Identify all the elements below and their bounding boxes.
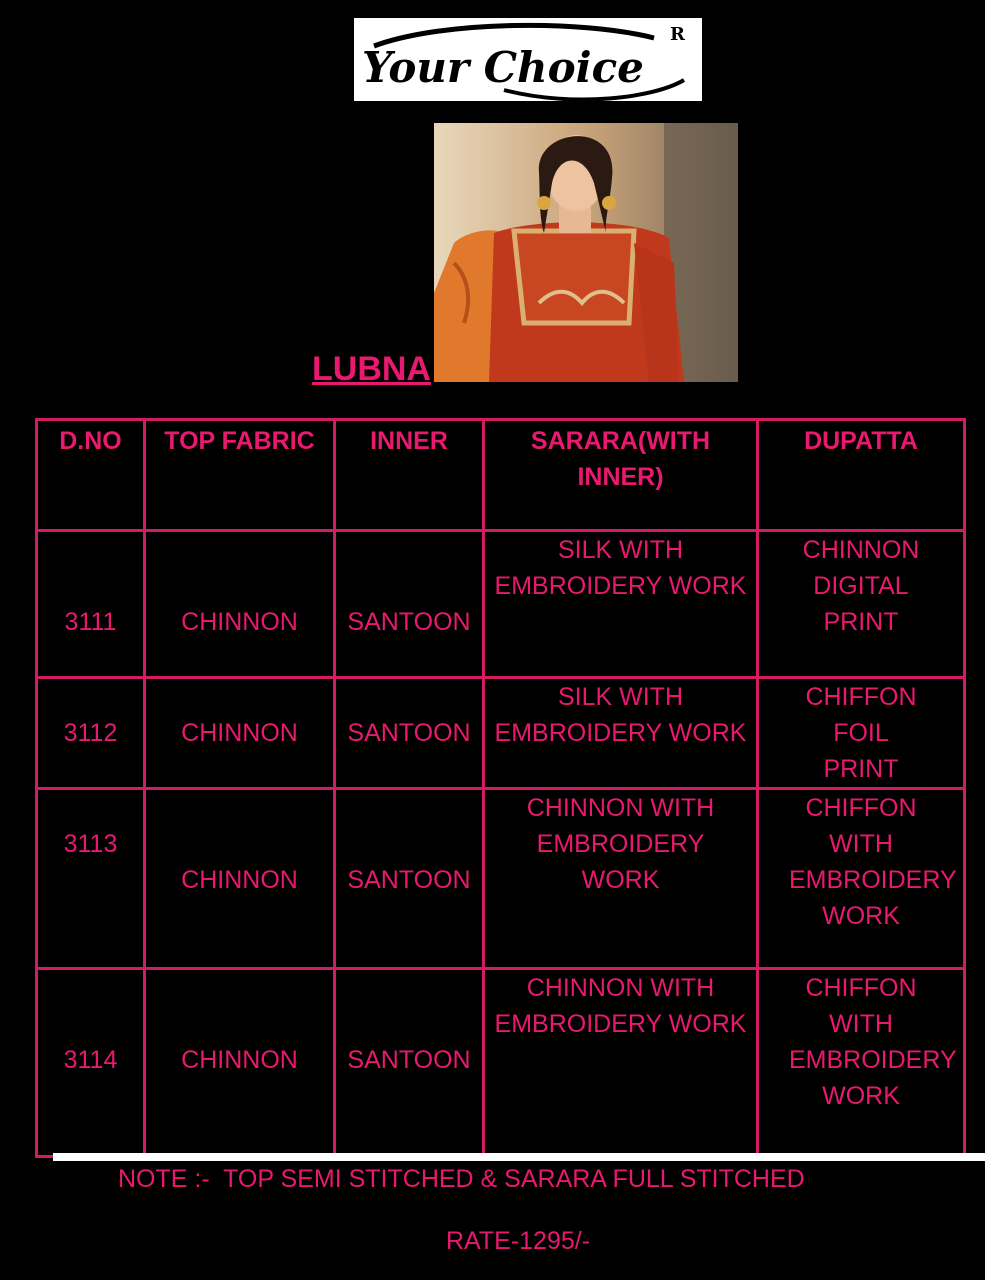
product-title: LUBNA: [312, 350, 431, 388]
cell-dupatta: CHINNON DIGITAL PRINT: [758, 531, 965, 678]
logo-wordmark: Your Choice: [362, 43, 644, 92]
cell-dupatta: CHIFFON WITH EMBROIDERY WORK: [758, 969, 965, 1157]
brand-logo: [354, 18, 702, 101]
divider-bar: [53, 1153, 985, 1161]
cell-sarara: SILK WITH EMBROIDERY WORK: [484, 678, 758, 789]
cell-sarara: SILK WITH EMBROIDERY WORK: [484, 531, 758, 678]
header-inner: INNER: [335, 420, 484, 531]
cell-dno: 3114: [37, 969, 145, 1157]
rate-label: RATE-1295/-: [446, 1227, 591, 1255]
header-sarara: SARARA(WITH INNER): [484, 420, 758, 531]
cell-dupatta: CHIFFON FOIL PRINT: [758, 678, 965, 789]
cell-sarara: CHINNON WITH EMBROIDERY WORK: [484, 789, 758, 969]
cell-sarara: CHINNON WITH EMBROIDERY WORK: [484, 969, 758, 1157]
table-row: [37, 678, 965, 789]
cell-dno: 3113: [37, 789, 145, 969]
stitching-note: NOTE :- TOP SEMI STITCHED & SARARA FULL STITCHED: [118, 1165, 805, 1193]
cell-top-fabric: CHINNON: [145, 969, 335, 1157]
cell-inner: SANTOON: [335, 678, 484, 789]
header-top-fabric: TOP FABRIC: [145, 420, 335, 531]
header-dupatta: DUPATTA: [758, 420, 965, 531]
cell-dupatta: CHIFFON WITH EMBROIDERY WORK: [758, 789, 965, 969]
registered-mark: R: [670, 24, 685, 45]
product-photo: [434, 123, 738, 382]
cell-top-fabric: CHINNON: [145, 789, 335, 969]
table-row: [37, 789, 965, 969]
cell-dno: 3111: [37, 531, 145, 678]
cell-inner: SANTOON: [335, 969, 484, 1157]
cell-dno: 3112: [37, 678, 145, 789]
cell-inner: SANTOON: [335, 789, 484, 969]
cell-top-fabric: CHINNON: [145, 678, 335, 789]
header-dno: D.NO: [37, 420, 145, 531]
spec-table: [35, 418, 966, 1158]
table-row: [37, 531, 965, 678]
table-row: [37, 969, 965, 1157]
cell-top-fabric: CHINNON: [145, 531, 335, 678]
cell-inner: SANTOON: [335, 531, 484, 678]
table-header-row: [37, 420, 965, 531]
